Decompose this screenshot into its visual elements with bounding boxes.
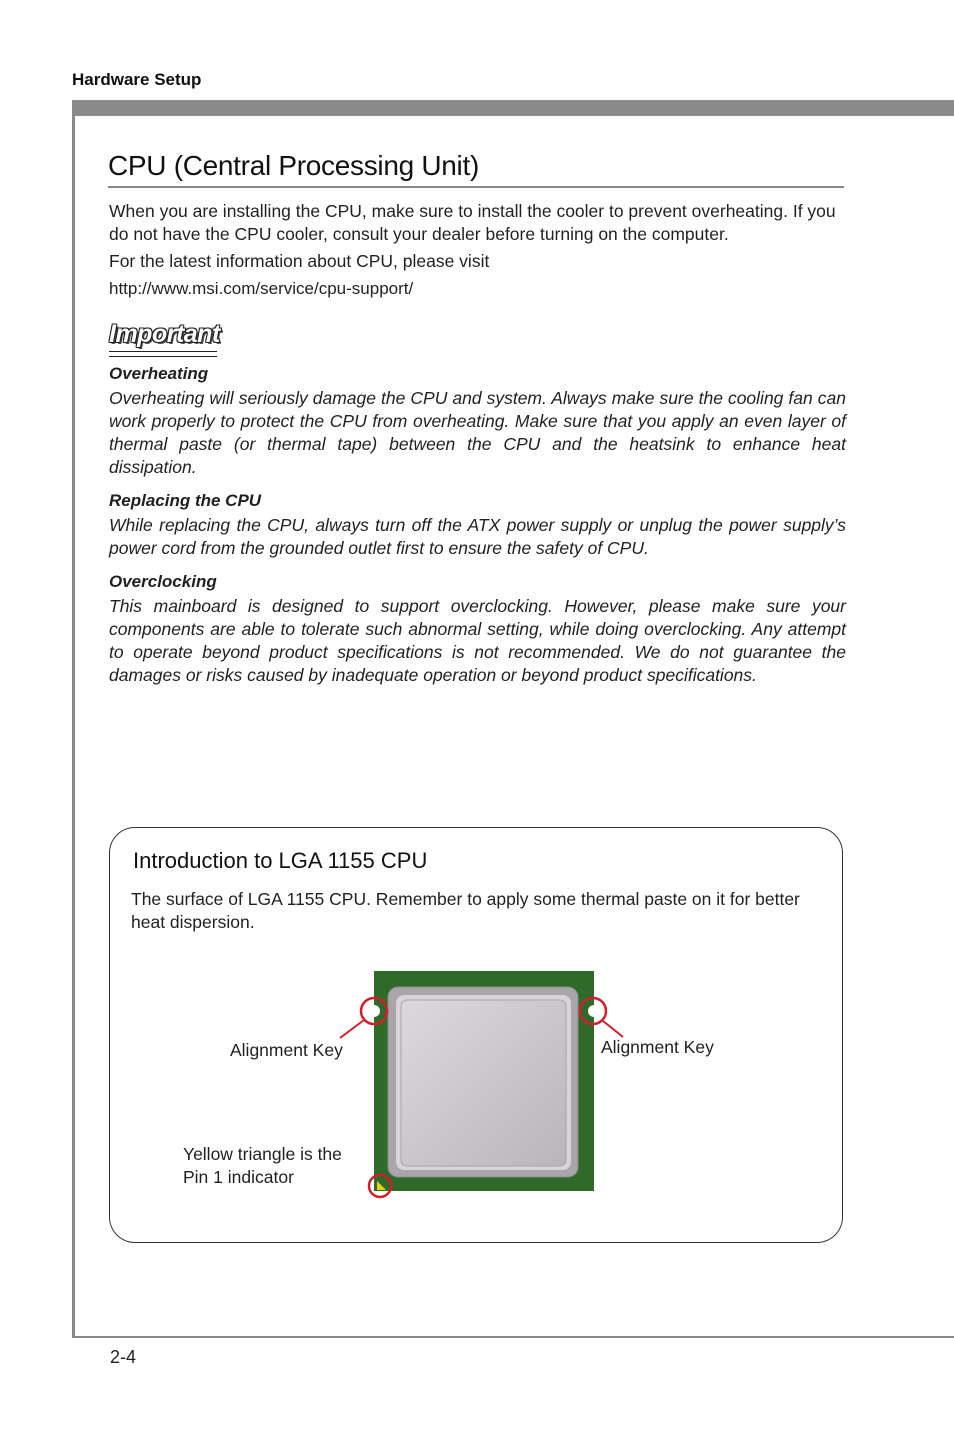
intro-paragraph: When you are installing the CPU, make sure to install the cooler to prevent overheating. If you do not have the CPU cooler, consult your dealer before turning on the computer. [109,201,836,244]
alignment-notch-left [368,1005,380,1017]
page-title: CPU (Central Processing Unit) [108,150,844,188]
section-header: Hardware Setup [72,70,202,89]
alignment-notch-right [588,1005,600,1017]
important-notes [109,362,846,697]
note-body: Overheating will seriously damage the CPU and system. Always make sure the cooling fan can work properly to protect the CPU from overheating. Make sure that you apply an even layer of thermal paste (or thermal tape) between the CPU and the heatsink to enhance heat dissipation. [109,388,846,477]
note-overheating [109,362,846,479]
pin1-label-line: Pin 1 indicator [183,1167,294,1187]
important-label: Important [109,320,220,348]
intro-text [109,200,849,300]
note-heading: Replacing the CPU [109,491,262,510]
note-replacing-cpu [109,489,846,560]
intro-visit-text: For the latest information about CPU, please visit [109,251,490,271]
footer-rule [72,1336,954,1338]
note-body: This mainboard is designed to support overclocking. However, please make sure your components are able to tolerate such abnormal setting, while doing overclocking. Any attempt to operate beyond product specifications is not recommended. We do not guarantee the damages or risks caused by inadequate operation or beyond product specifications. [109,596,846,685]
note-heading: Overheating [109,364,209,383]
note-overclocking [109,570,846,687]
lga-description: The surface of LGA 1155 CPU. Remember to apply some thermal paste on it for better heat dispersion. [131,889,800,932]
alignment-key-label-left: Alignment Key [230,1040,343,1060]
page-number: 2-4 [110,1347,137,1367]
left-margin-rule [72,100,75,1338]
note-body: While replacing the CPU, always turn off the ATX power supply or unplug the power supply’s power cord from the grounded outlet first to ensure the safety of CPU. [109,515,846,558]
note-heading: Overclocking [109,572,217,591]
alignment-key-label-right: Alignment Key [601,1037,714,1057]
important-underline [109,351,217,357]
pin1-label-line: Yellow triangle is the [183,1144,342,1164]
leader-line-right [603,1021,623,1037]
lga-title: Introduction to LGA 1155 CPU [133,848,428,873]
cpu-support-link[interactable]: http://www.msi.com/service/cpu-support/ [109,279,414,298]
pin1-indicator-label [183,1143,368,1189]
leader-line-left [340,1020,364,1038]
header-bar [72,100,954,116]
